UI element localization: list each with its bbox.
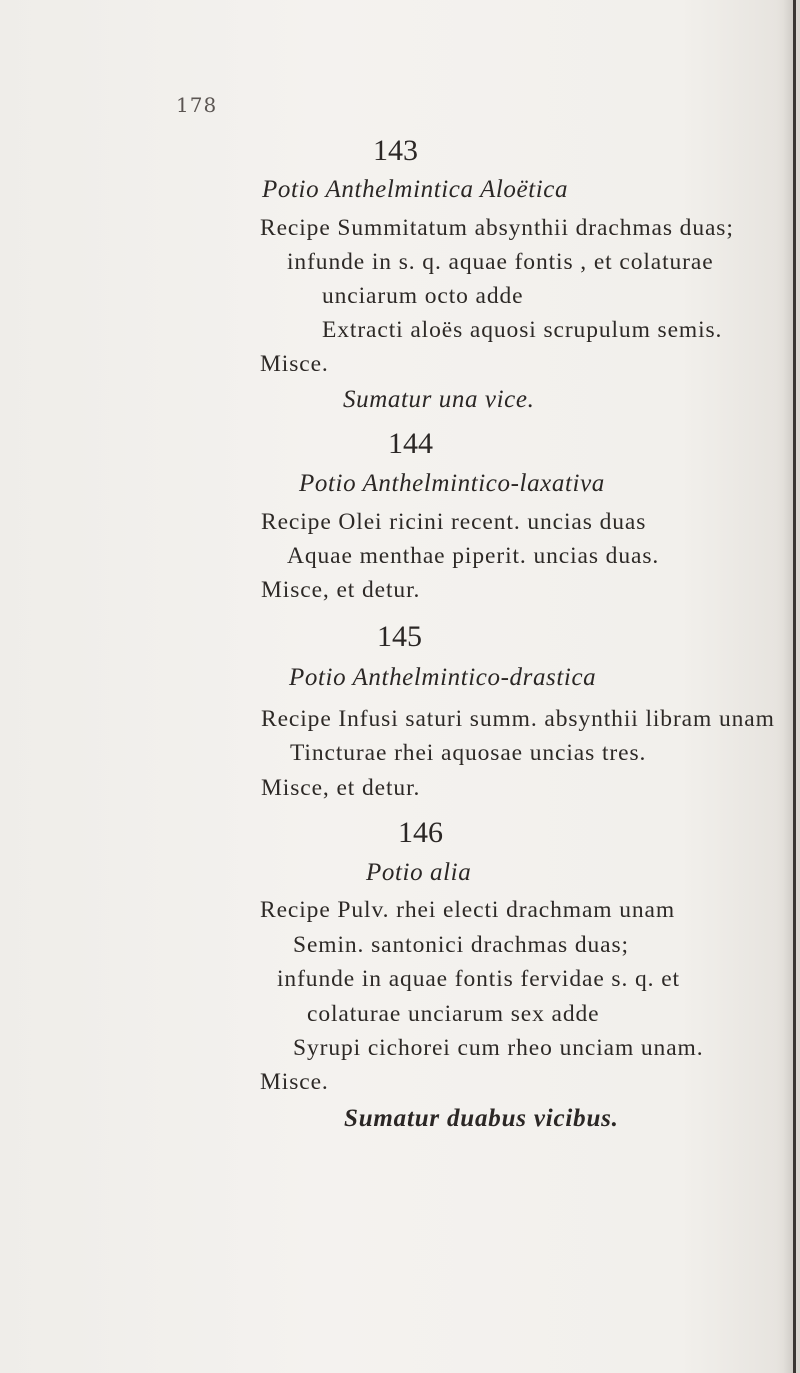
page-folio: 178	[176, 93, 218, 117]
page-gutter-shadow	[783, 0, 793, 1373]
recipe-line: Recipe Infusi saturi summ. absynthii libram unam	[261, 706, 775, 732]
recipe-line: infunde in aquae fontis fervidae s. q. et	[277, 966, 680, 992]
recipe-note: Sumatur duabus vicibus.	[344, 1105, 619, 1132]
recipe-number: 144	[388, 427, 433, 460]
recipe-number: 146	[398, 816, 443, 849]
recipe-line: Misce.	[260, 1069, 329, 1095]
recipe-number: 143	[373, 134, 418, 167]
recipe-line: infunde in s. q. aquae fontis , et colaturae	[287, 249, 714, 275]
recipe-title: Potio Anthelmintico-laxativa	[299, 470, 605, 497]
recipe-line: Misce.	[260, 351, 329, 377]
recipe-title: Potio alia	[366, 859, 472, 886]
recipe-line: Recipe Pulv. rhei electi drachmam unam	[260, 897, 676, 923]
recipe-line: Syrupi cichorei cum rheo unciam unam.	[293, 1035, 704, 1061]
recipe-line: Recipe Summitatum absynthii drachmas duas;	[260, 215, 734, 241]
recipe-line: Misce, et detur.	[261, 577, 421, 603]
recipe-line: Tincturae rhei aquosae uncias tres.	[290, 740, 647, 766]
recipe-line: unciarum octo adde	[322, 283, 524, 309]
page-edge	[793, 0, 796, 1373]
recipe-title: Potio Anthelmintica Aloëtica	[262, 176, 569, 203]
recipe-line: Misce, et detur.	[261, 775, 421, 801]
recipe-note: Sumatur una vice.	[343, 386, 535, 413]
recipe-line: Extracti aloës aquosi scrupulum semis.	[322, 317, 723, 343]
recipe-title: Potio Anthelmintico-drastica	[289, 664, 597, 691]
recipe-line: colaturae unciarum sex adde	[307, 1001, 600, 1027]
recipe-line: Aquae menthae piperit. uncias duas.	[287, 543, 660, 569]
recipe-line: Recipe Olei ricini recent. uncias duas	[261, 509, 647, 535]
recipe-number: 145	[377, 620, 422, 653]
recipe-line: Semin. santonici drachmas duas;	[293, 932, 629, 958]
